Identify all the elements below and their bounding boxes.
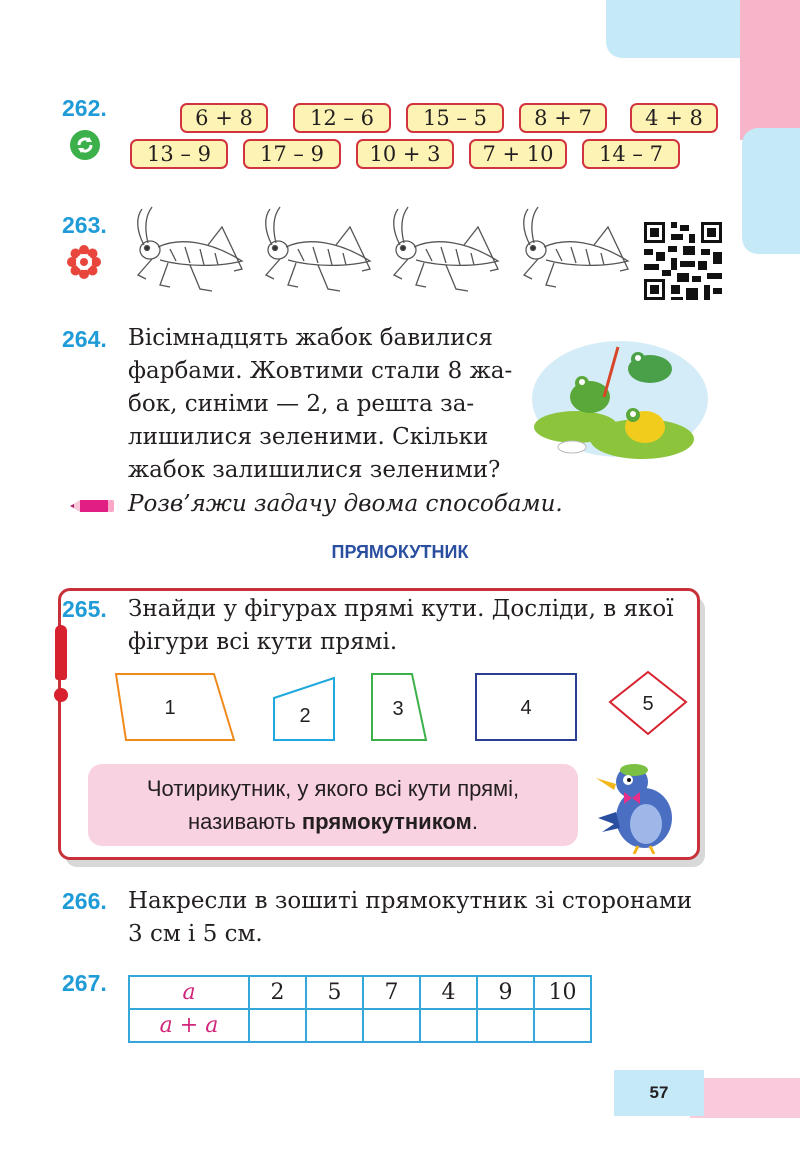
row-header-a-plus-a: a + a	[129, 1009, 249, 1042]
answer-cell[interactable]	[363, 1009, 420, 1042]
figure-3-label: 3	[392, 698, 404, 720]
expression-card: 14 – 7	[582, 139, 680, 169]
page-number: 57	[614, 1070, 704, 1116]
definition-term: прямокутником	[301, 809, 472, 834]
table-row	[129, 976, 591, 1009]
flower-icon	[67, 245, 101, 279]
page-tab-pink-right	[740, 0, 800, 140]
exercise-265-number: 265.	[62, 596, 107, 622]
expression-card: 15 – 5	[406, 103, 504, 133]
table-cell: 9	[477, 976, 534, 1009]
frogs-illustration	[530, 337, 710, 467]
table-cell: 2	[249, 976, 306, 1009]
expression-card: 17 – 9	[243, 139, 341, 169]
answer-cell[interactable]	[249, 1009, 306, 1042]
exercise-264-line: лишилися зеленими. Скільки	[128, 424, 489, 450]
table-row	[129, 1009, 591, 1042]
figure-4-label: 4	[520, 697, 532, 719]
definition-line	[88, 805, 578, 838]
figure-2-label: 2	[299, 705, 311, 727]
exercise-267-number: 267.	[62, 970, 107, 996]
exercise-265-line: фігури всі кути прямі.	[128, 629, 398, 655]
repeat-icon	[70, 130, 100, 160]
exercise-264-number: 264.	[62, 326, 107, 352]
exercise-266-line: 3 см і 5 см.	[128, 921, 263, 947]
table-cell: 7	[363, 976, 420, 1009]
quadrilateral-figures	[100, 668, 700, 748]
exclamation-icon	[55, 625, 67, 680]
grasshopper-outline	[516, 205, 634, 300]
table-cell: 5	[306, 976, 363, 1009]
expression-card: 7 + 10	[469, 139, 567, 169]
table-cell: 4	[420, 976, 477, 1009]
exercise-266-line: Накресли в зошиті прямокутник зі сторонами	[128, 888, 693, 914]
expression-card: 8 + 7	[519, 103, 607, 133]
answer-cell[interactable]	[420, 1009, 477, 1042]
exercise-266-number: 266.	[62, 888, 107, 914]
definition-box	[88, 764, 578, 846]
figure-1-label: 1	[164, 697, 176, 719]
definition-suffix: .	[471, 809, 478, 834]
exercise-264-line: жабок залишилися зеленими?	[128, 457, 501, 483]
exercise-264-line: бок, синіми — 2, а решта за-	[128, 391, 475, 417]
exercise-264-line: фарбами. Жовтими стали 8 жа-	[128, 358, 513, 384]
exercise-263-number: 263.	[62, 212, 107, 238]
exercise-265-line: Знайди у фігурах прямі кути. Досліди, в якої	[128, 596, 674, 622]
expression-card: 12 – 6	[293, 103, 391, 133]
grasshopper-outline	[258, 205, 376, 300]
grasshopper-outline	[130, 205, 248, 300]
answer-cell[interactable]	[534, 1009, 591, 1042]
grasshopper-outline	[386, 205, 504, 300]
exclamation-dot-icon	[54, 688, 68, 702]
answer-cell[interactable]	[306, 1009, 363, 1042]
expression-card: 13 – 9	[130, 139, 228, 169]
row-header-a: a	[129, 976, 249, 1009]
exercise-264-task: Розв’яжи задачу двома способами.	[128, 491, 563, 517]
table-cell: 10	[534, 976, 591, 1009]
qr-code[interactable]	[644, 222, 722, 300]
definition-prefix: називають	[188, 809, 302, 834]
expression-card: 4 + 8	[630, 103, 718, 133]
values-table	[128, 975, 592, 1043]
exercise-262-number: 262.	[62, 95, 107, 121]
figure-5-label: 5	[642, 693, 654, 715]
section-heading: ПРЯМОКУТНИК	[331, 542, 469, 562]
expression-card: 6 + 8	[180, 103, 268, 133]
page-tab-pink-bottom	[690, 1078, 800, 1118]
pencil-icon	[70, 497, 116, 515]
definition-line: Чотирикутник, у якого всі кути прямі,	[146, 776, 520, 801]
expression-card: 10 + 3	[356, 139, 454, 169]
answer-cell[interactable]	[477, 1009, 534, 1042]
page-tab-blue-right	[742, 128, 800, 254]
exercise-264-line: Вісімнадцять жабок бавилися	[128, 325, 493, 351]
bird-illustration	[594, 758, 686, 854]
